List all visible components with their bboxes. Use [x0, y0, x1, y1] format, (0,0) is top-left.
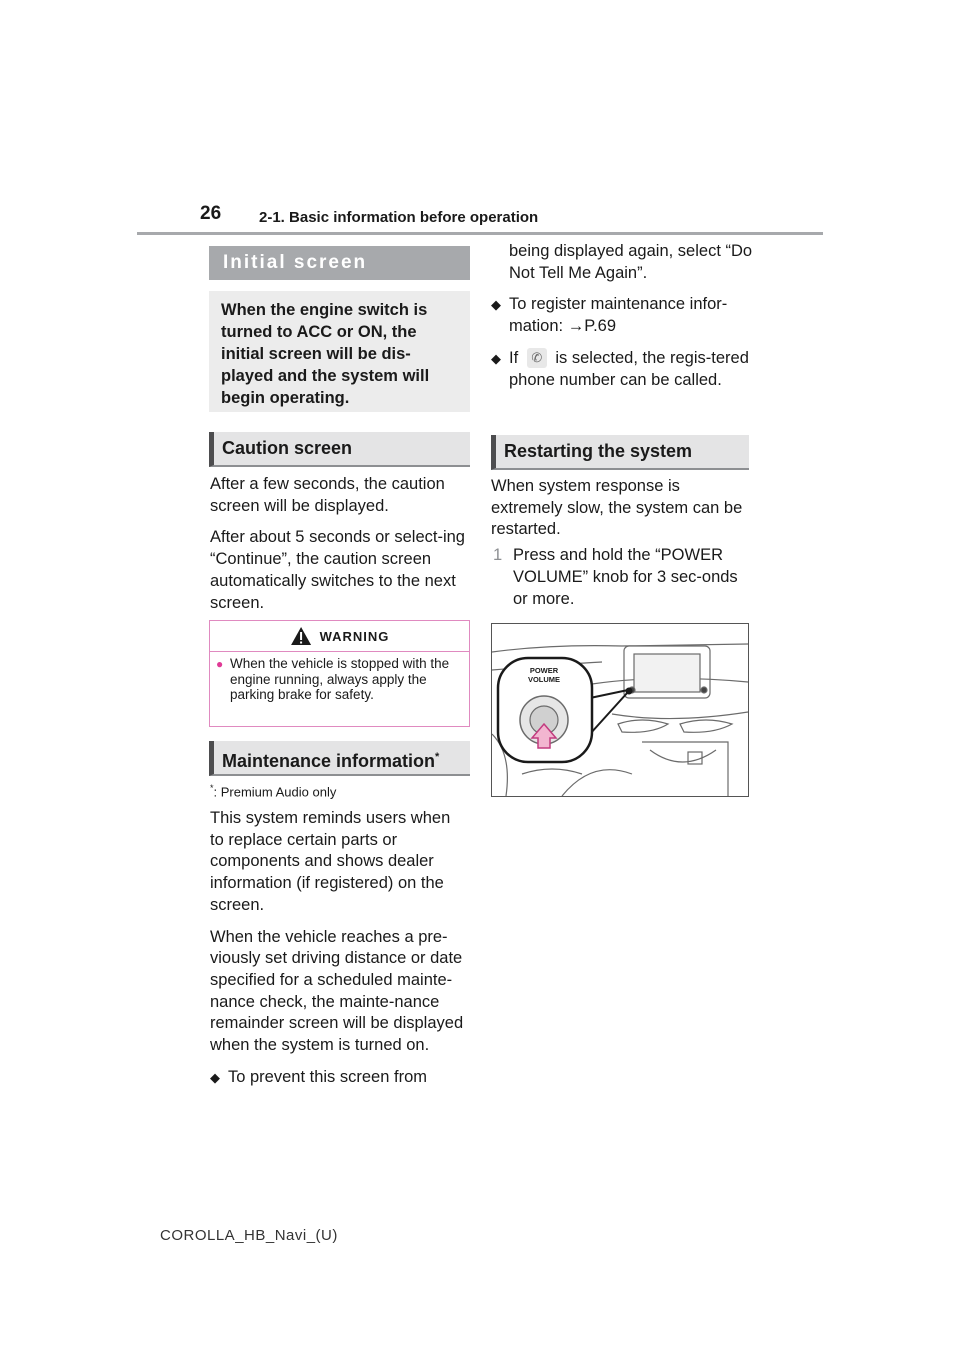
right-text-block — [491, 241, 753, 401]
maintenance-footnote — [210, 783, 336, 799]
maintenance-paragraph-1: This system reminds users when to replace certain parts or components and shows dealer information (if registered) on the screen. — [210, 809, 451, 914]
warning-triangle-icon — [290, 626, 312, 646]
restart-paragraph: When system response is extremely slow, the system can be restarted. — [491, 477, 743, 539]
page-number: 26 — [200, 203, 222, 224]
phone-bullet-text-after: is selected, the regis-tered phone number can be called. — [509, 348, 749, 389]
step-number: 1 — [493, 546, 503, 565]
maintenance-paragraph-2: When the vehicle reaches a pre-viously set driving distance or date specified for a scheduled mainte-nance check, the mainte-nance remainder screen will be displayed when the system is turned on. — [210, 927, 464, 1055]
document-footer: COROLLA_HB_Navi_(U) — [160, 1227, 338, 1244]
section-title: 2-1. Basic information before operation — [259, 209, 539, 226]
maintenance-asterisk: * — [435, 751, 440, 763]
maintenance-title: Maintenance information — [222, 751, 436, 771]
caution-screen-text — [210, 474, 470, 624]
warning-title: WARNING — [319, 629, 390, 644]
phone-bullet — [491, 348, 753, 391]
warning-body — [210, 652, 469, 709]
power-label-line2: VOLUME — [527, 675, 561, 684]
caution-screen-title: Caution screen — [222, 438, 353, 458]
warning-bullet-icon: ● — [216, 657, 224, 671]
restart-step-1 — [491, 545, 753, 610]
warning-header — [210, 621, 469, 652]
caution-screen-heading — [209, 432, 470, 467]
maintenance-heading — [209, 741, 470, 776]
register-bullet: ◆ To register maintenance infor-mation: →P.69 — [491, 294, 753, 337]
step-text: Press and hold the “POWER VOLUME” knob for 3 sec-onds or more. — [513, 546, 738, 608]
bullet-continuation: being displayed again, select “Do Not Tell Me Again”. — [509, 242, 753, 282]
footnote-text: : Premium Audio only — [213, 784, 337, 800]
warning-box — [209, 620, 470, 727]
initial-screen-intro: When the engine switch is turned to ACC or ON, the initial screen will be dis-played and the system will begin operating. — [209, 291, 470, 412]
caution-paragraph-1: After a few seconds, the caution screen will be displayed. — [210, 475, 445, 515]
header-rule — [137, 232, 823, 235]
maintenance-text — [210, 808, 468, 1098]
phone-icon: ✆ — [527, 348, 547, 368]
restart-title: Restarting the system — [504, 441, 693, 461]
footnote-mark: * — [210, 783, 214, 793]
warning-text: When the vehicle is stopped with the engine running, always apply the parking brake for safety. — [230, 656, 450, 702]
maintenance-bullet-1: ◆ To prevent this screen from — [210, 1067, 468, 1089]
warning-title-wrap — [290, 629, 390, 644]
power-label-line1: POWER — [529, 666, 559, 675]
restart-heading — [491, 435, 749, 470]
power-volume-illustration — [491, 623, 749, 797]
restart-text — [491, 476, 753, 610]
initial-screen-banner — [209, 246, 470, 280]
dashboard-drawing — [492, 624, 748, 796]
initial-screen-title: Initial screen — [223, 252, 368, 273]
phone-bullet-text-before: If — [509, 348, 519, 367]
caution-paragraph-2: After about 5 seconds or select-ing “Continue”, the caution screen automatically switches to the next screen. — [210, 528, 465, 612]
